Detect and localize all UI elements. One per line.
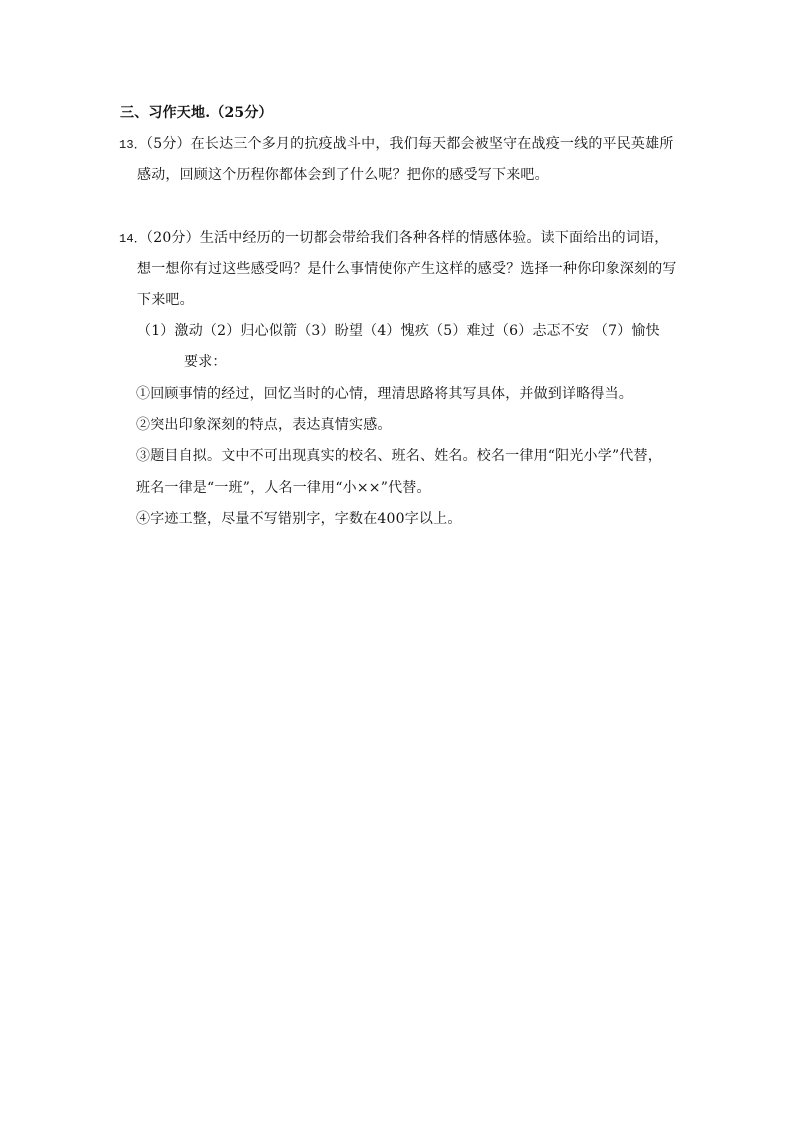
requirements-label: 要求： — [184, 354, 227, 370]
requirement-3-line-1: ③题目自拟。文中不可出现真实的校名、班名、姓名。校名一律用“阳光小学”代替， — [136, 448, 662, 464]
question-14-line-1 — [119, 228, 668, 249]
requirement-1: ①回顾事情的经过，回忆当时的心情，理清思路将其写具体，并做到详略得当。 — [136, 386, 633, 402]
question-13-number: 13． — [119, 138, 147, 152]
requirement-2: ②突出印象深刻的特点，表达真情实感。 — [136, 417, 392, 433]
question-14-points: （20分） — [146, 230, 200, 246]
section-title: 三、习作天地.（25分） — [120, 105, 273, 121]
requirement-4: ④字迹工整，尽量不写错别字，字数在400字以上。 — [136, 511, 462, 527]
question-14-text-2: 想一想你有过这些感受吗？是什么事情使你产生这样的感受？选择一种你印象深刻的写 — [137, 261, 677, 277]
question-14-text-3: 下来吧。 — [137, 292, 194, 308]
question-13-line-1 — [119, 134, 674, 155]
question-13-text-2: 感动，回顾这个历程你都体会到了什么呢？把你的感受写下来吧。 — [137, 167, 549, 183]
word-list: （1）激动（2）归心似箭（3）盼望（4）愧疚（5）难过（6）忐忑不安 （7）愉快 — [137, 323, 660, 339]
question-14-text-1: 生活中经历的一切都会带给我们各种各样的情感体验。读下面给出的词语， — [199, 230, 669, 246]
question-13-text-1: 在长达三个多月的抗疫战斗中，我们每天都会被坚守在战疫一线的平民英雄所 — [190, 136, 674, 152]
question-14-number: 14． — [119, 232, 147, 246]
question-13-points: （5分） — [146, 136, 191, 152]
requirement-3-line-2: 班名一律是“一班”，人名一律用“小××”代替。 — [136, 480, 431, 496]
